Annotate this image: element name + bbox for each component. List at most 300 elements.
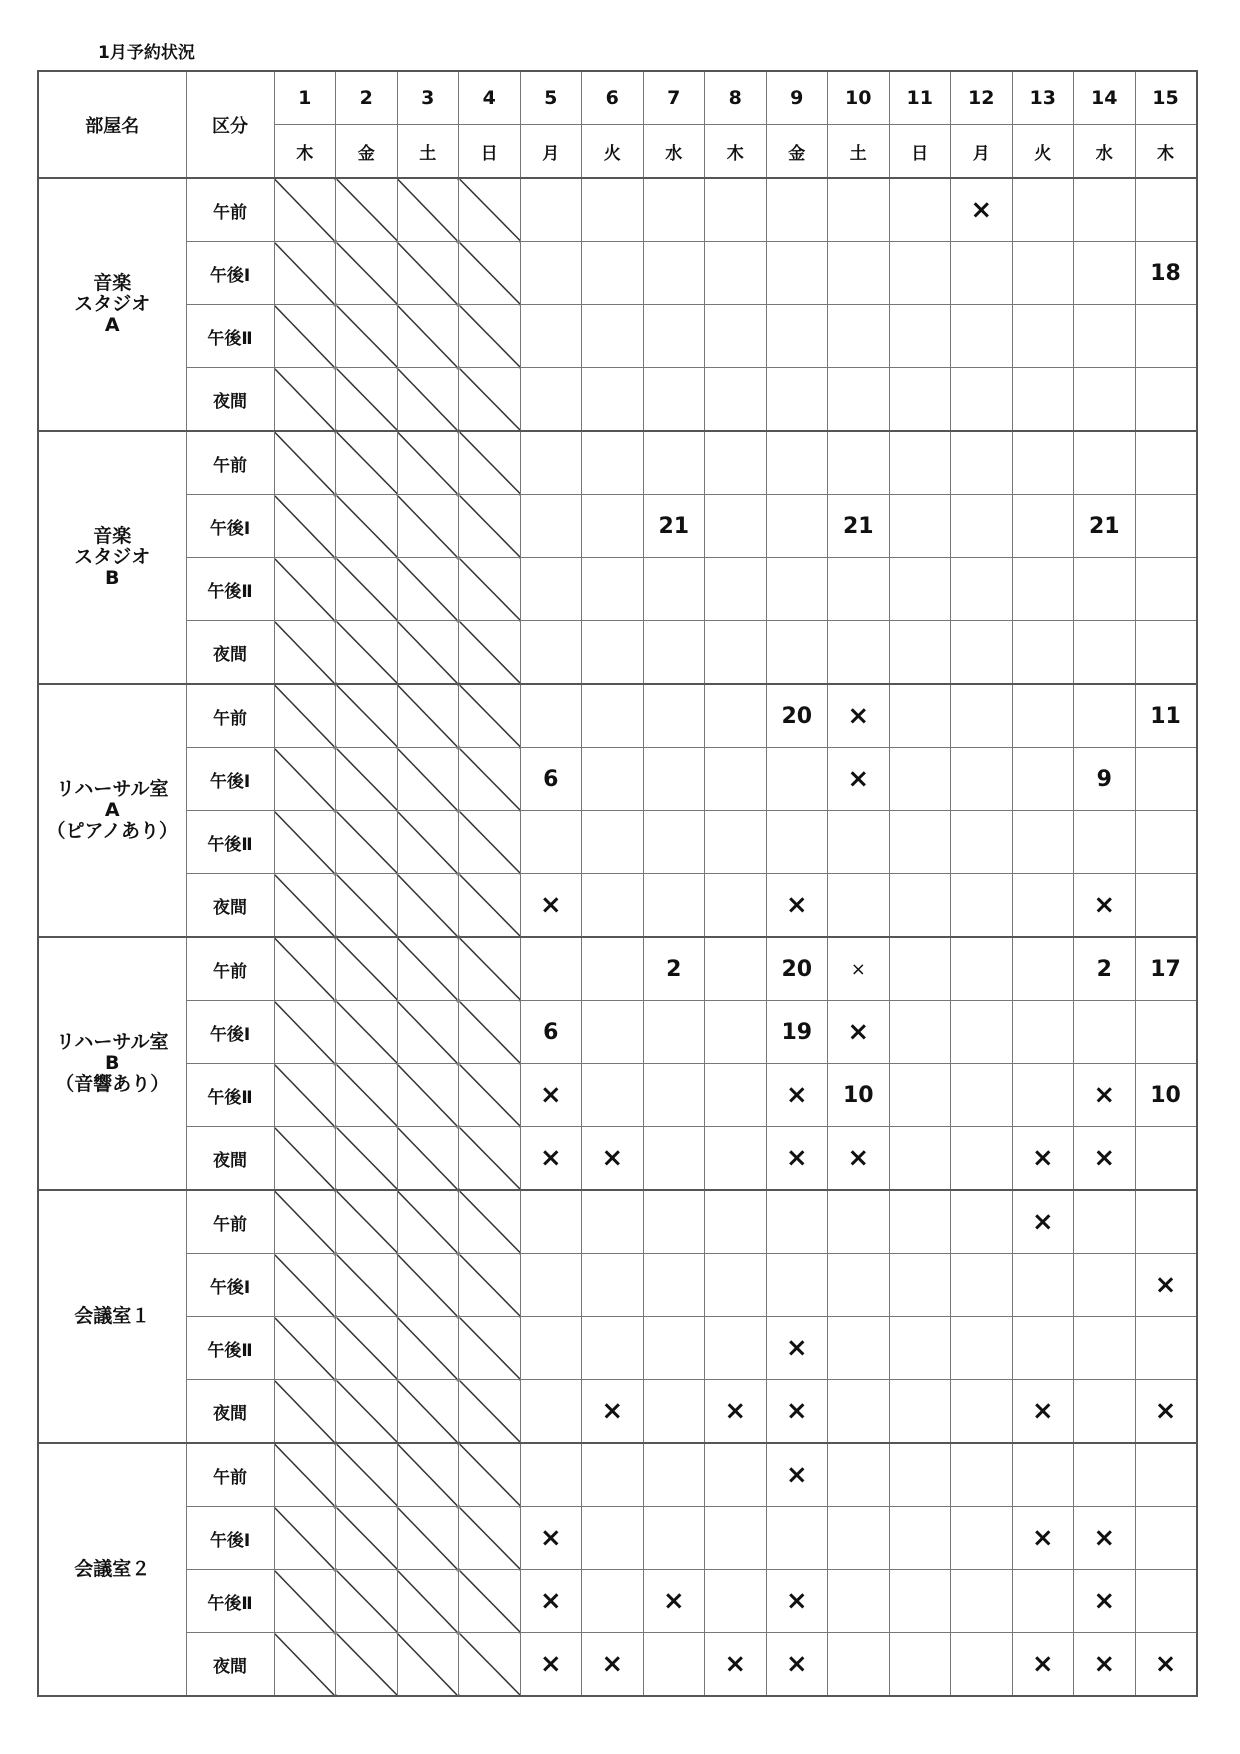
unavailable-cell [274,748,336,811]
unavailable-cell [397,1633,459,1697]
reservation-cell [520,368,582,432]
unavailable-cell [397,178,459,242]
reservation-cell [889,1380,951,1444]
reservation-cell: × [1135,1633,1197,1697]
reservation-cell [828,874,890,938]
reservation-cell [1135,495,1197,558]
reservation-cell: × [828,684,890,748]
reservation-cell [951,368,1013,432]
slot-label: 夜間 [186,1127,274,1191]
unavailable-cell [274,1570,336,1633]
reservation-cell [951,242,1013,305]
reservation-cell [582,368,644,432]
reservation-cell [582,242,644,305]
page-title: 1月予約状況 [98,43,195,63]
reservation-cell [643,431,705,495]
unavailable-cell [459,1443,521,1507]
weekday-15: 木 [1135,125,1197,179]
reservation-cell [1074,305,1136,368]
reservation-cell [889,1443,951,1507]
reservation-cell: × [705,1633,767,1697]
unavailable-cell [397,368,459,432]
slot-label: 午後Ⅰ [186,495,274,558]
slot-label: 夜間 [186,1633,274,1697]
reservation-cell: × [520,1570,582,1633]
reservation-cell: × [766,874,828,938]
reservation-cell [1012,684,1074,748]
reservation-cell [520,937,582,1001]
reservation-cell [951,558,1013,621]
slot-label: 夜間 [186,1380,274,1444]
unavailable-cell [459,1570,521,1633]
unavailable-cell [336,1633,398,1697]
table-row [38,1001,1197,1064]
reservation-cell [1074,431,1136,495]
table-row [38,431,1197,495]
reservation-cell [582,1570,644,1633]
weekday-3: 土 [397,125,459,179]
day-number-10: 10 [828,71,890,125]
reservation-cell [1135,1317,1197,1380]
reservation-cell: × [828,748,890,811]
unavailable-cell [274,558,336,621]
reservation-cell [1074,1001,1136,1064]
reservation-cell [1012,368,1074,432]
reservation-cell [582,431,644,495]
reservation-cell: 18 [1135,242,1197,305]
weekday-8: 木 [705,125,767,179]
reservation-cell: 20 [766,937,828,1001]
reservation-cell [951,811,1013,874]
unavailable-cell [397,1064,459,1127]
unavailable-cell [274,684,336,748]
reservation-cell [582,748,644,811]
weekday-1: 木 [274,125,336,179]
table-row [38,242,1197,305]
reservation-cell [520,178,582,242]
unavailable-cell [397,1001,459,1064]
reservation-cell: × [1074,1570,1136,1633]
reservation-cell [828,242,890,305]
unavailable-cell [274,431,336,495]
reservation-cell [582,1064,644,1127]
reservation-cell: 21 [643,495,705,558]
reservation-cell [520,305,582,368]
unavailable-cell [274,1633,336,1697]
reservation-cell [766,178,828,242]
reservation-cell [1012,1443,1074,1507]
reservation-cell [828,305,890,368]
reservation-cell [1074,684,1136,748]
table-row [38,1127,1197,1191]
unavailable-cell [397,1317,459,1380]
reservation-cell [643,1443,705,1507]
reservation-cell [1012,305,1074,368]
table-row [38,1317,1197,1380]
weekday-7: 水 [643,125,705,179]
slot-label: 夜間 [186,874,274,938]
unavailable-cell [459,178,521,242]
unavailable-cell [459,495,521,558]
unavailable-cell [274,1190,336,1254]
reservation-cell [643,242,705,305]
reservation-cell: × [1074,1507,1136,1570]
reservation-cell: 6 [520,748,582,811]
table-row [38,1570,1197,1633]
reservation-cell [1074,621,1136,685]
unavailable-cell [397,1127,459,1191]
reservation-cell [705,431,767,495]
day-number-13: 13 [1012,71,1074,125]
unavailable-cell [336,1254,398,1317]
reservation-cell [705,242,767,305]
reservation-cell [889,684,951,748]
reservation-cell [1012,1317,1074,1380]
reservation-cell [766,242,828,305]
unavailable-cell [459,748,521,811]
unavailable-cell [274,1507,336,1570]
unavailable-cell [459,937,521,1001]
reservation-cell [889,305,951,368]
reservation-cell [889,1190,951,1254]
reservation-cell [889,1570,951,1633]
reservation-cell [1012,495,1074,558]
reservation-cell [705,1570,767,1633]
reservation-cell [582,1317,644,1380]
reservation-cell [1074,558,1136,621]
table-row [38,874,1197,938]
reservation-cell [705,684,767,748]
reservation-cell [828,1570,890,1633]
reservation-cell [951,305,1013,368]
reservation-cell [766,495,828,558]
reservation-cell [766,558,828,621]
reservation-cell [766,748,828,811]
reservation-cell: × [582,1380,644,1444]
weekday-2: 金 [336,125,398,179]
slot-label: 夜間 [186,621,274,685]
slot-label: 夜間 [186,368,274,432]
reservation-cell: × [1074,1064,1136,1127]
table-row [38,495,1197,558]
reservation-cell: × [766,1317,828,1380]
reservation-cell [705,1443,767,1507]
slot-label: 午前 [186,684,274,748]
reservation-cell [643,305,705,368]
unavailable-cell [336,811,398,874]
day-number-1: 1 [274,71,336,125]
reservation-cell [582,558,644,621]
unavailable-cell [336,178,398,242]
unavailable-cell [274,1443,336,1507]
reservation-cell [951,621,1013,685]
day-number-3: 3 [397,71,459,125]
day-number-5: 5 [520,71,582,125]
reservation-cell: × [582,1127,644,1191]
reservation-cell [951,1507,1013,1570]
slot-label: 午後Ⅱ [186,1570,274,1633]
unavailable-cell [397,558,459,621]
reservation-cell [643,178,705,242]
slot-label: 午後Ⅰ [186,1507,274,1570]
day-number-7: 7 [643,71,705,125]
reservation-cell [828,1380,890,1444]
reservation-cell: × [520,874,582,938]
reservation-cell [1135,1507,1197,1570]
reservation-cell: 10 [1135,1064,1197,1127]
reservation-cell [828,1254,890,1317]
unavailable-cell [459,1317,521,1380]
reservation-cell [1074,1443,1136,1507]
reservation-cell: × [1012,1507,1074,1570]
weekday-11: 日 [889,125,951,179]
reservation-cell [828,368,890,432]
reservation-cell [643,1507,705,1570]
unavailable-cell [397,874,459,938]
slot-label: 午後Ⅰ [186,1254,274,1317]
reservation-cell [705,748,767,811]
reservation-cell [705,1064,767,1127]
reservation-cell [705,178,767,242]
reservation-table [37,70,1198,1697]
reservation-cell [643,558,705,621]
unavailable-cell [459,558,521,621]
unavailable-cell [459,431,521,495]
unavailable-cell [397,621,459,685]
reservation-cell [520,684,582,748]
reservation-cell [889,937,951,1001]
reservation-cell [1012,621,1074,685]
slot-label: 午前 [186,178,274,242]
reservation-cell [1012,242,1074,305]
reservation-cell [1135,178,1197,242]
reservation-cell [889,874,951,938]
reservation-cell [1012,1001,1074,1064]
room-name: 会議室２ [38,1443,186,1696]
table-row [38,368,1197,432]
table-row [38,1190,1197,1254]
unavailable-cell [459,1507,521,1570]
reservation-cell [889,1507,951,1570]
unavailable-cell [274,1001,336,1064]
reservation-cell [520,431,582,495]
reservation-cell [520,495,582,558]
reservation-cell [1135,368,1197,432]
unavailable-cell [397,1443,459,1507]
table-row [38,1507,1197,1570]
unavailable-cell [336,874,398,938]
reservation-cell [889,811,951,874]
reservation-cell [582,1507,644,1570]
reservation-cell [705,495,767,558]
unavailable-cell [274,368,336,432]
room-name: 音楽 スタジオ B [38,431,186,684]
unavailable-cell [336,495,398,558]
reservation-cell [951,1443,1013,1507]
table-row [38,305,1197,368]
reservation-cell [1135,1190,1197,1254]
reservation-cell [1074,1254,1136,1317]
reservation-cell [1135,1001,1197,1064]
unavailable-cell [336,1443,398,1507]
reservation-cell [1012,431,1074,495]
weekday-4: 日 [459,125,521,179]
reservation-cell [705,558,767,621]
unavailable-cell [336,1507,398,1570]
reservation-cell [889,178,951,242]
reservation-cell [1074,1380,1136,1444]
reservation-cell [643,1380,705,1444]
unavailable-cell [336,1001,398,1064]
reservation-cell: 2 [1074,937,1136,1001]
unavailable-cell [397,1190,459,1254]
reservation-cell [951,1064,1013,1127]
slot-label: 午後Ⅰ [186,242,274,305]
day-number-row [38,71,1197,125]
table-row [38,621,1197,685]
table-row [38,1064,1197,1127]
reservation-cell [951,1380,1013,1444]
reservation-cell [643,1317,705,1380]
unavailable-cell [274,178,336,242]
day-number-11: 11 [889,71,951,125]
day-number-4: 4 [459,71,521,125]
unavailable-cell [459,1001,521,1064]
reservation-cell: × [828,1001,890,1064]
unavailable-cell [397,495,459,558]
unavailable-cell [274,495,336,558]
slot-label: 午後Ⅰ [186,748,274,811]
slot-label: 午前 [186,1443,274,1507]
unavailable-cell [397,242,459,305]
reservation-cell [1074,242,1136,305]
unavailable-cell [397,684,459,748]
reservation-cell [582,811,644,874]
slot-header: 区分 [186,71,274,178]
unavailable-cell [397,305,459,368]
reservation-cell [643,368,705,432]
reservation-cell [889,368,951,432]
unavailable-cell [336,621,398,685]
room-name: リハーサル室 A （ピアノあり） [38,684,186,937]
reservation-cell [705,1190,767,1254]
reservation-cell: × [766,1064,828,1127]
reservation-cell [889,1317,951,1380]
reservation-cell [705,937,767,1001]
reservation-cell: 21 [1074,495,1136,558]
reservation-cell [1135,558,1197,621]
reservation-cell [889,621,951,685]
reservation-cell [951,684,1013,748]
reservation-cell [705,1507,767,1570]
reservation-cell [643,1127,705,1191]
table-row [38,1443,1197,1507]
unavailable-cell [397,937,459,1001]
unavailable-cell [336,748,398,811]
reservation-cell [951,1190,1013,1254]
room-name: リハーサル室 B （音響あり） [38,937,186,1190]
unavailable-cell [459,874,521,938]
reservation-cell [1135,1443,1197,1507]
reservation-cell: × [520,1633,582,1697]
reservation-cell [705,621,767,685]
reservation-cell: × [766,1633,828,1697]
day-number-15: 15 [1135,71,1197,125]
reservation-cell: × [1074,1633,1136,1697]
reservation-cell: 6 [520,1001,582,1064]
unavailable-cell [459,1127,521,1191]
reservation-cell [1074,368,1136,432]
unavailable-cell [459,242,521,305]
unavailable-cell [336,305,398,368]
reservation-cell [705,1001,767,1064]
reservation-cell [828,1443,890,1507]
weekday-13: 火 [1012,125,1074,179]
reservation-cell [766,305,828,368]
reservation-cell [520,811,582,874]
reservation-cell [582,1254,644,1317]
reservation-cell [828,811,890,874]
reservation-cell [582,495,644,558]
slot-label: 午後Ⅱ [186,811,274,874]
reservation-cell [766,1507,828,1570]
slot-label: 午前 [186,937,274,1001]
unavailable-cell [397,748,459,811]
reservation-cell: × [1135,1380,1197,1444]
reservation-cell [951,1633,1013,1697]
unavailable-cell [274,1127,336,1191]
reservation-cell [951,1127,1013,1191]
day-number-6: 6 [582,71,644,125]
table-row [38,684,1197,748]
reservation-cell [951,937,1013,1001]
reservation-cell [705,1254,767,1317]
day-number-9: 9 [766,71,828,125]
reservation-cell [951,874,1013,938]
reservation-cell [828,431,890,495]
unavailable-cell [336,558,398,621]
table-body [38,178,1197,1696]
reservation-cell: 17 [1135,937,1197,1001]
reservation-cell [582,1001,644,1064]
reservation-cell: × [520,1127,582,1191]
reservation-cell [828,178,890,242]
reservation-cell [705,305,767,368]
reservation-cell [643,1001,705,1064]
unavailable-cell [336,937,398,1001]
unavailable-cell [397,1570,459,1633]
reservation-cell [1012,811,1074,874]
day-number-2: 2 [336,71,398,125]
reservation-cell: × [1135,1254,1197,1317]
reservation-cell [582,1190,644,1254]
reservation-cell [1012,558,1074,621]
reservation-cell [520,1380,582,1444]
reservation-cell [643,1064,705,1127]
reservation-cell [889,431,951,495]
reservation-cell [520,1443,582,1507]
reservation-cell [1012,1570,1074,1633]
weekday-6: 火 [582,125,644,179]
reservation-cell [889,1001,951,1064]
reservation-cell: × [766,1127,828,1191]
reservation-cell [705,368,767,432]
reservation-cell [1135,811,1197,874]
reservation-cell [766,368,828,432]
reservation-cell [520,1254,582,1317]
table-row [38,1633,1197,1697]
unavailable-cell [397,431,459,495]
